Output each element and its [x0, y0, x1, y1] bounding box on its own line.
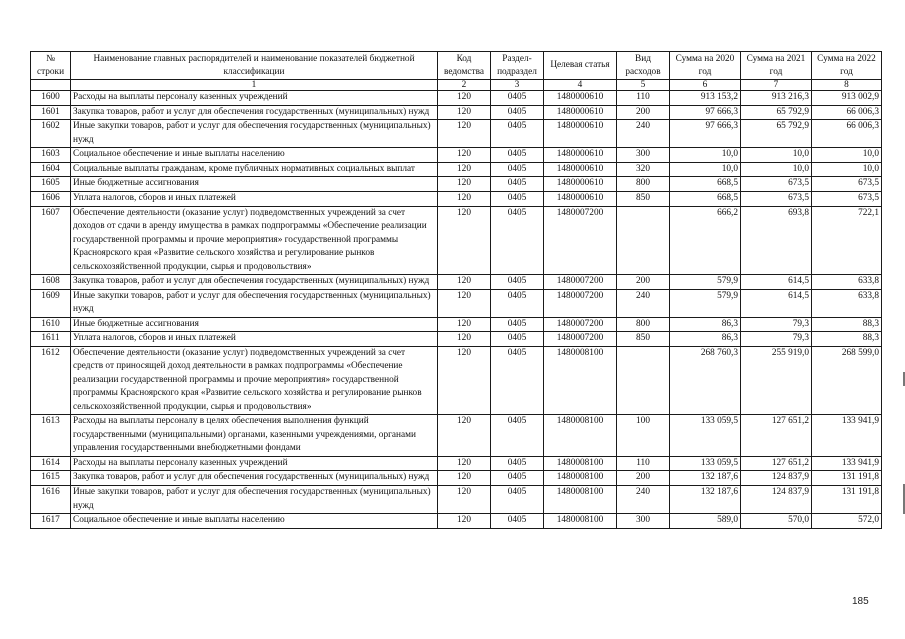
expense-type-cell: 800	[617, 317, 670, 332]
section-code-cell: 0405	[491, 120, 544, 148]
section-code-cell: 0405	[491, 289, 544, 317]
sum-2022-cell: 66 006,3	[812, 120, 882, 148]
target-item-cell: 1480008100	[544, 514, 617, 529]
table-row	[31, 177, 882, 192]
row-number-cell: 1613	[31, 415, 71, 457]
indicator-name-cell: Социальные выплаты гражданам, кроме публичных нормативных социальных выплат	[71, 162, 438, 177]
header-target: Целевая статья	[544, 52, 617, 80]
sum-2020-cell: 913 153,2	[670, 91, 741, 106]
table-row	[31, 415, 882, 457]
indicator-name-cell: Обеспечение деятельности (оказание услуг) подведомственных учреждений за счет средств от приносящей доход деятельности в рамках подпрограммы «Обеспечение реализации государственной программы и прочие мероприятия» государственной программы Красноярского края «Развитие сельского хозяйства и регулирование рынков сельскохозяйственной продукции, сырья и продовольствия»	[71, 346, 438, 415]
row-number-cell: 1602	[31, 120, 71, 148]
column-number	[31, 80, 71, 91]
expense-type-cell: 800	[617, 177, 670, 192]
header-dept-code: Код ведомства	[438, 52, 491, 80]
header-section: Раздел-подраздел	[491, 52, 544, 80]
dept-code-cell: 120	[438, 514, 491, 529]
target-item-cell: 1480008100	[544, 486, 617, 514]
expense-type-cell: 850	[617, 332, 670, 347]
dept-code-cell: 120	[438, 105, 491, 120]
sum-2022-cell: 88,3	[812, 332, 882, 347]
sum-2020-cell: 579,9	[670, 289, 741, 317]
section-code-cell: 0405	[491, 105, 544, 120]
expense-type-cell: 240	[617, 486, 670, 514]
section-code-cell: 0405	[491, 91, 544, 106]
section-code-cell: 0405	[491, 514, 544, 529]
header-row	[31, 52, 882, 80]
row-number-cell: 1616	[31, 486, 71, 514]
sum-2022-cell: 66 006,3	[812, 105, 882, 120]
row-number-cell: 1604	[31, 162, 71, 177]
sum-2020-cell: 132 187,6	[670, 486, 741, 514]
sum-2022-cell: 133 941,9	[812, 456, 882, 471]
indicator-name-cell: Иные бюджетные ассигнования	[71, 317, 438, 332]
table-row	[31, 514, 882, 529]
dept-code-cell: 120	[438, 177, 491, 192]
sum-2021-cell: 614,5	[741, 275, 812, 290]
expense-type-cell: 200	[617, 471, 670, 486]
row-number-cell: 1609	[31, 289, 71, 317]
table-row	[31, 162, 882, 177]
sum-2020-cell: 268 760,3	[670, 346, 741, 415]
indicator-name-cell: Уплата налогов, сборов и иных платежей	[71, 191, 438, 206]
indicator-name-cell: Закупка товаров, работ и услуг для обеспечения государственных (муниципальных) нужд	[71, 275, 438, 290]
sum-2022-cell: 131 191,8	[812, 471, 882, 486]
row-number-cell: 1610	[31, 317, 71, 332]
sum-2020-cell: 579,9	[670, 275, 741, 290]
row-number-cell: 1612	[31, 346, 71, 415]
dept-code-cell: 120	[438, 206, 491, 275]
column-number: 3	[491, 80, 544, 91]
dept-code-cell: 120	[438, 317, 491, 332]
section-code-cell: 0405	[491, 148, 544, 163]
expense-type-cell: 200	[617, 105, 670, 120]
section-code-cell: 0405	[491, 177, 544, 192]
target-item-cell: 1480008100	[544, 415, 617, 457]
indicator-name-cell: Иные закупки товаров, работ и услуг для обеспечения государственных (муниципальных) нужд	[71, 289, 438, 317]
target-item-cell: 1480000610	[544, 105, 617, 120]
sum-2020-cell: 97 666,3	[670, 105, 741, 120]
sum-2020-cell: 97 666,3	[670, 120, 741, 148]
table-row	[31, 206, 882, 275]
table-row	[31, 332, 882, 347]
row-number-cell: 1603	[31, 148, 71, 163]
sum-2022-cell: 572,0	[812, 514, 882, 529]
sum-2022-cell: 10,0	[812, 148, 882, 163]
target-item-cell: 1480008100	[544, 471, 617, 486]
sum-2021-cell: 124 837,9	[741, 486, 812, 514]
sum-2022-cell: 633,8	[812, 275, 882, 290]
dept-code-cell: 120	[438, 486, 491, 514]
sum-2020-cell: 133 059,5	[670, 456, 741, 471]
expense-type-cell	[617, 206, 670, 275]
target-item-cell: 1480000610	[544, 191, 617, 206]
expense-type-cell: 240	[617, 289, 670, 317]
indicator-name-cell: Иные закупки товаров, работ и услуг для обеспечения государственных (муниципальных) нужд	[71, 120, 438, 148]
sum-2022-cell: 913 002,9	[812, 91, 882, 106]
table-row	[31, 289, 882, 317]
section-code-cell: 0405	[491, 317, 544, 332]
dept-code-cell: 120	[438, 91, 491, 106]
row-number-cell: 1600	[31, 91, 71, 106]
table-body	[31, 91, 882, 529]
row-number-cell: 1608	[31, 275, 71, 290]
table-row	[31, 486, 882, 514]
sum-2021-cell: 913 216,3	[741, 91, 812, 106]
sum-2021-cell: 570,0	[741, 514, 812, 529]
expense-type-cell: 240	[617, 120, 670, 148]
sum-2021-cell: 255 919,0	[741, 346, 812, 415]
row-number-cell: 1615	[31, 471, 71, 486]
section-code-cell: 0405	[491, 206, 544, 275]
row-number-cell: 1605	[31, 177, 71, 192]
table-row	[31, 120, 882, 148]
sum-2022-cell: 722,1	[812, 206, 882, 275]
sum-2020-cell: 668,5	[670, 177, 741, 192]
sum-2020-cell: 668,5	[670, 191, 741, 206]
dept-code-cell: 120	[438, 120, 491, 148]
indicator-name-cell: Расходы на выплаты персоналу казенных учреждений	[71, 91, 438, 106]
dept-code-cell: 120	[438, 191, 491, 206]
target-item-cell: 1480000610	[544, 120, 617, 148]
sum-2022-cell: 633,8	[812, 289, 882, 317]
dept-code-cell: 120	[438, 456, 491, 471]
dept-code-cell: 120	[438, 346, 491, 415]
section-code-cell: 0405	[491, 275, 544, 290]
row-number-cell: 1601	[31, 105, 71, 120]
sum-2021-cell: 10,0	[741, 148, 812, 163]
target-item-cell: 1480007200	[544, 275, 617, 290]
column-number: 2	[438, 80, 491, 91]
sum-2020-cell: 132 187,6	[670, 471, 741, 486]
column-number: 7	[741, 80, 812, 91]
sum-2021-cell: 65 792,9	[741, 105, 812, 120]
section-code-cell: 0405	[491, 486, 544, 514]
indicator-name-cell: Социальное обеспечение и иные выплаты населению	[71, 514, 438, 529]
section-code-cell: 0405	[491, 332, 544, 347]
header-row-no: № строки	[31, 52, 71, 80]
column-number: 1	[71, 80, 438, 91]
target-item-cell: 1480007200	[544, 317, 617, 332]
target-item-cell: 1480007200	[544, 289, 617, 317]
target-item-cell: 1480000610	[544, 177, 617, 192]
dept-code-cell: 120	[438, 148, 491, 163]
indicator-name-cell: Уплата налогов, сборов и иных платежей	[71, 332, 438, 347]
sum-2022-cell: 673,5	[812, 191, 882, 206]
dept-code-cell: 120	[438, 415, 491, 457]
sum-2020-cell: 666,2	[670, 206, 741, 275]
dept-code-cell: 120	[438, 471, 491, 486]
page-number: 185	[852, 596, 869, 607]
column-number: 4	[544, 80, 617, 91]
target-item-cell: 1480008100	[544, 346, 617, 415]
indicator-name-cell: Обеспечение деятельности (оказание услуг) подведомственных учреждений за счет доходов от сдачи в аренду имущества в рамках подпрограммы «Обеспечение реализации государственной программы и прочие мероприятия» государственной программы Красноярского края «Развитие сельского хозяйства и регулирование рынков сельскохозяйственной продукции, сырья и продовольствия»	[71, 206, 438, 275]
table-row	[31, 275, 882, 290]
expense-type-cell: 200	[617, 275, 670, 290]
expense-type-cell: 300	[617, 148, 670, 163]
target-item-cell: 1480007200	[544, 206, 617, 275]
sum-2021-cell: 127 651,2	[741, 456, 812, 471]
sum-2021-cell: 124 837,9	[741, 471, 812, 486]
sum-2020-cell: 86,3	[670, 332, 741, 347]
header-expense-type: Вид расходов	[617, 52, 670, 80]
row-number-cell: 1617	[31, 514, 71, 529]
section-code-cell: 0405	[491, 471, 544, 486]
header-name: Наименование главных распорядителей и наименование показателей бюджетной классификации	[71, 52, 438, 80]
sum-2021-cell: 79,3	[741, 332, 812, 347]
indicator-name-cell: Закупка товаров, работ и услуг для обеспечения государственных (муниципальных) нужд	[71, 105, 438, 120]
row-number-cell: 1611	[31, 332, 71, 347]
sum-2020-cell: 86,3	[670, 317, 741, 332]
target-item-cell: 1480000610	[544, 162, 617, 177]
column-number: 5	[617, 80, 670, 91]
indicator-name-cell: Иные закупки товаров, работ и услуг для обеспечения государственных (муниципальных) нужд	[71, 486, 438, 514]
sum-2022-cell: 88,3	[812, 317, 882, 332]
budget-table	[30, 51, 882, 529]
column-number: 8	[812, 80, 882, 91]
expense-type-cell: 320	[617, 162, 670, 177]
sum-2022-cell: 268 599,0	[812, 346, 882, 415]
column-number: 6	[670, 80, 741, 91]
header-sum-2022: Сумма на 2022 год	[812, 52, 882, 80]
table-row	[31, 346, 882, 415]
sum-2020-cell: 10,0	[670, 162, 741, 177]
header-sum-2021: Сумма на 2021 год	[741, 52, 812, 80]
table-row	[31, 317, 882, 332]
sum-2020-cell: 10,0	[670, 148, 741, 163]
sum-2021-cell: 614,5	[741, 289, 812, 317]
target-item-cell: 1480000610	[544, 91, 617, 106]
table-row	[31, 456, 882, 471]
sum-2021-cell: 673,5	[741, 177, 812, 192]
sum-2022-cell: 10,0	[812, 162, 882, 177]
sum-2022-cell: 673,5	[812, 177, 882, 192]
indicator-name-cell: Закупка товаров, работ и услуг для обеспечения государственных (муниципальных) нужд	[71, 471, 438, 486]
table-row	[31, 191, 882, 206]
expense-type-cell: 110	[617, 456, 670, 471]
indicator-name-cell: Социальное обеспечение и иные выплаты населению	[71, 148, 438, 163]
sum-2021-cell: 673,5	[741, 191, 812, 206]
dept-code-cell: 120	[438, 162, 491, 177]
target-item-cell: 1480008100	[544, 456, 617, 471]
dept-code-cell: 120	[438, 289, 491, 317]
table-row	[31, 105, 882, 120]
section-code-cell: 0405	[491, 162, 544, 177]
sum-2022-cell: 131 191,8	[812, 486, 882, 514]
indicator-name-cell: Расходы на выплаты персоналу в целях обеспечения выполнения функций государственными (муниципальными) органами, казенными учреждениями, органами управления государственными внебюджетными фондами	[71, 415, 438, 457]
dept-code-cell: 120	[438, 275, 491, 290]
section-code-cell: 0405	[491, 456, 544, 471]
column-number-row	[31, 80, 882, 91]
header-sum-2020: Сумма на 2020 год	[670, 52, 741, 80]
expense-type-cell: 850	[617, 191, 670, 206]
row-number-cell: 1606	[31, 191, 71, 206]
sum-2021-cell: 79,3	[741, 317, 812, 332]
table-row	[31, 148, 882, 163]
section-code-cell: 0405	[491, 191, 544, 206]
dept-code-cell: 120	[438, 332, 491, 347]
indicator-name-cell: Расходы на выплаты персоналу казенных учреждений	[71, 456, 438, 471]
target-item-cell: 1480000610	[544, 148, 617, 163]
expense-type-cell: 110	[617, 91, 670, 106]
sum-2021-cell: 10,0	[741, 162, 812, 177]
expense-type-cell	[617, 346, 670, 415]
sum-2021-cell: 693,8	[741, 206, 812, 275]
table-row	[31, 471, 882, 486]
sum-2020-cell: 133 059,5	[670, 415, 741, 457]
sum-2021-cell: 127 651,2	[741, 415, 812, 457]
section-code-cell: 0405	[491, 415, 544, 457]
indicator-name-cell: Иные бюджетные ассигнования	[71, 177, 438, 192]
section-code-cell: 0405	[491, 346, 544, 415]
row-number-cell: 1607	[31, 206, 71, 275]
expense-type-cell: 100	[617, 415, 670, 457]
sum-2022-cell: 133 941,9	[812, 415, 882, 457]
table-row	[31, 91, 882, 106]
target-item-cell: 1480007200	[544, 332, 617, 347]
sum-2021-cell: 65 792,9	[741, 120, 812, 148]
row-number-cell: 1614	[31, 456, 71, 471]
sum-2020-cell: 589,0	[670, 514, 741, 529]
expense-type-cell: 300	[617, 514, 670, 529]
